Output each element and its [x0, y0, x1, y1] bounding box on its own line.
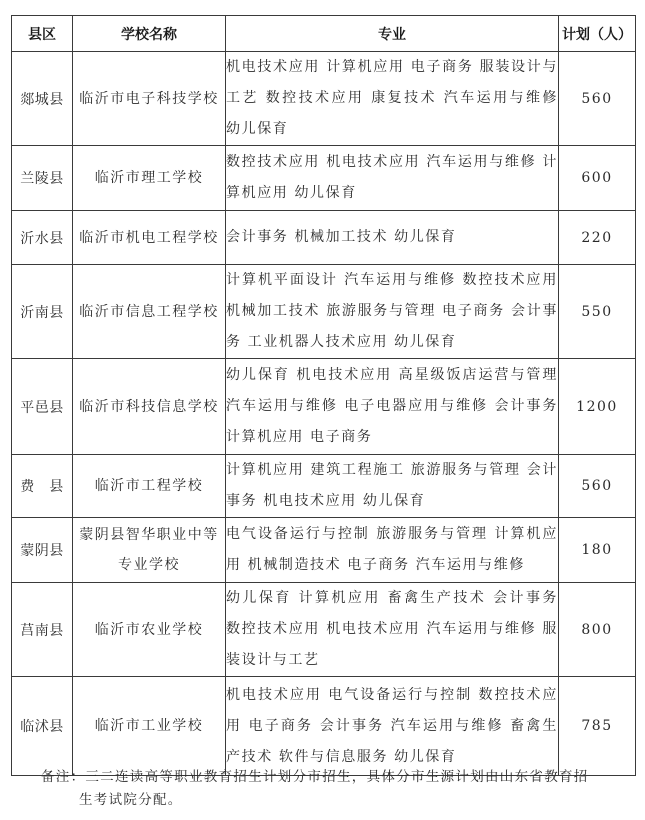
plan-count-cell: 550 [559, 265, 636, 359]
header-school: 学校名称 [73, 16, 226, 52]
table-row [12, 265, 636, 359]
plan-count-cell: 220 [559, 211, 636, 265]
county-cell: 兰陵县 [12, 146, 73, 211]
county-cell: 费 县 [12, 455, 73, 518]
plan-count-cell: 785 [559, 677, 636, 776]
school-cell: 临沂市信息工程学校 [73, 265, 226, 359]
plan-count-cell: 1200 [559, 359, 636, 455]
table-row [12, 677, 636, 776]
majors-cell: 电气设备运行与控制 旅游服务与管理 计算机应用 机械制造技术 电子商务 汽车运用与维修 [226, 518, 559, 583]
footnote-label: 备注： [41, 769, 86, 785]
school-cell: 临沂市理工学校 [73, 146, 226, 211]
county-cell: 莒南县 [12, 583, 73, 677]
majors-cell: 计算机应用 建筑工程施工 旅游服务与管理 会计事务 机电技术应用 幼儿保育 [226, 455, 559, 518]
majors-cell: 计算机平面设计 汽车运用与维修 数控技术应用 机械加工技术 旅游服务与管理 电子商务 会计事务 工业机器人技术应用 幼儿保育 [226, 265, 559, 359]
table-header-row [12, 16, 636, 52]
table-row [12, 518, 636, 583]
plan-count-cell: 560 [559, 52, 636, 146]
footnote-line-2: 生考试院分配。 [79, 792, 183, 808]
table-row [12, 583, 636, 677]
county-cell: 平邑县 [12, 359, 73, 455]
school-cell: 临沂市工程学校 [73, 455, 226, 518]
school-cell: 蒙阴县智华职业中等专业学校 [73, 518, 226, 583]
table-row [12, 211, 636, 265]
school-cell: 临沂市农业学校 [73, 583, 226, 677]
majors-cell: 会计事务 机械加工技术 幼儿保育 [226, 211, 559, 265]
county-cell: 郯城县 [12, 52, 73, 146]
table-row [12, 455, 636, 518]
majors-cell: 幼儿保育 机电技术应用 高星级饭店运营与管理 汽车运用与维修 电子电器应用与维修 会计事务 计算机应用 电子商务 [226, 359, 559, 455]
table-row [12, 359, 636, 455]
table-row [12, 52, 636, 146]
majors-cell: 幼儿保育 计算机应用 畜禽生产技术 会计事务 数控技术应用 机电技术应用 汽车运用与维修 服装设计与工艺 [226, 583, 559, 677]
county-cell: 蒙阴县 [12, 518, 73, 583]
county-cell: 沂水县 [12, 211, 73, 265]
county-cell: 沂南县 [12, 265, 73, 359]
school-cell: 临沂市工业学校 [73, 677, 226, 776]
header-plan: 计划（人） [559, 16, 636, 52]
majors-cell: 数控技术应用 机电技术应用 汽车运用与维修 计算机应用 幼儿保育 [226, 146, 559, 211]
header-county: 县区 [12, 16, 73, 52]
footnote-line-1: 三二连读高等职业教育招生计划分市招生，具体分市生源计划由山东省教育招 [85, 769, 589, 785]
plan-count-cell: 600 [559, 146, 636, 211]
school-cell: 临沂市机电工程学校 [73, 211, 226, 265]
majors-cell: 机电技术应用 计算机应用 电子商务 服装设计与工艺 数控技术应用 康复技术 汽车运用与维修 幼儿保育 [226, 52, 559, 146]
header-major: 专业 [226, 16, 559, 52]
school-cell: 临沂市电子科技学校 [73, 52, 226, 146]
county-cell: 临沭县 [12, 677, 73, 776]
enrollment-plan-table [11, 15, 636, 776]
footnote [41, 766, 621, 812]
table-row [12, 146, 636, 211]
school-cell: 临沂市科技信息学校 [73, 359, 226, 455]
plan-count-cell: 800 [559, 583, 636, 677]
plan-count-cell: 180 [559, 518, 636, 583]
majors-cell: 机电技术应用 电气设备运行与控制 数控技术应用 电子商务 会计事务 汽车运用与维修 畜禽生产技术 软件与信息服务 幼儿保育 [226, 677, 559, 776]
plan-count-cell: 560 [559, 455, 636, 518]
